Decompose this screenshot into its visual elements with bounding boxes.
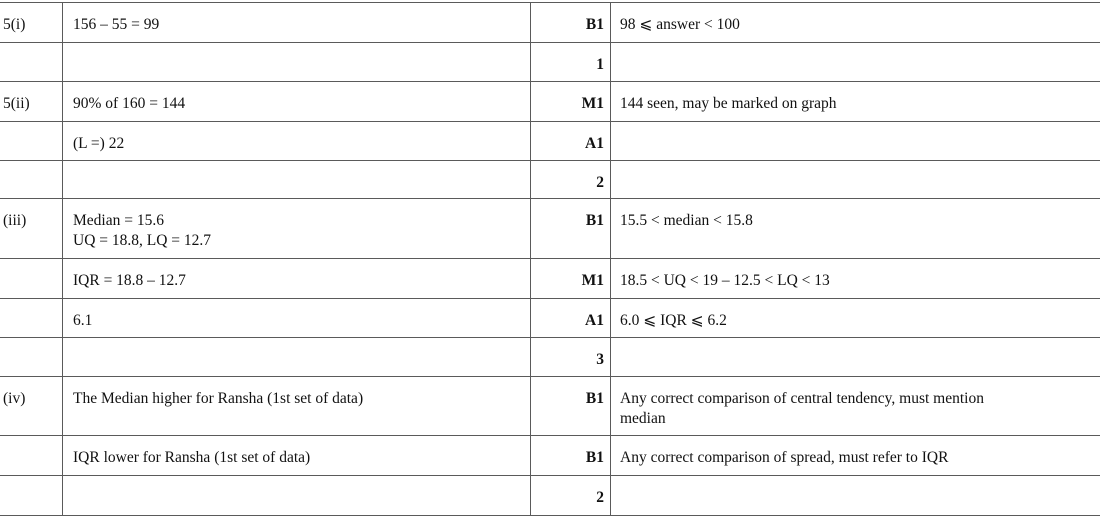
mark-cell: B1 — [531, 377, 611, 436]
table-row — [0, 476, 1100, 516]
answer-line: IQR lower for Ransha (1st set of data) — [73, 449, 311, 466]
table-row — [0, 199, 1100, 259]
guidance-line: 144 seen, may be marked on graph — [620, 95, 837, 112]
guidance-cell — [611, 476, 1100, 516]
mark-cell: B1 — [531, 3, 611, 43]
answer-line: (L =) 22 — [73, 135, 125, 152]
answer-line: 6.1 — [73, 312, 93, 329]
answer-line: Median = 15.6 — [73, 212, 164, 229]
guidance-cell — [611, 43, 1100, 82]
question-cell — [0, 436, 63, 476]
answer-cell — [63, 436, 531, 476]
table-row — [0, 161, 1100, 199]
guidance-line: Any correct comparison of spread, must refer to IQR — [620, 449, 949, 466]
answer-cell — [63, 338, 531, 377]
guidance-line: 15.5 < median < 15.8 — [620, 212, 753, 229]
answer-cell — [63, 377, 531, 436]
mark-cell: M1 — [531, 82, 611, 122]
guidance-cell — [611, 259, 1100, 299]
answer-cell — [63, 3, 531, 43]
answer-cell — [63, 161, 531, 199]
mark-cell: A1 — [531, 299, 611, 338]
answer-line: 90% of 160 = 144 — [73, 95, 186, 112]
answer-line: 156 – 55 = 99 — [73, 16, 160, 33]
question-cell: (iii) — [0, 199, 63, 259]
guidance-line: median — [620, 410, 666, 427]
table-row — [0, 338, 1100, 377]
answer-cell — [63, 43, 531, 82]
question-cell — [0, 122, 63, 161]
answer-cell — [63, 82, 531, 122]
guidance-cell — [611, 161, 1100, 199]
mark-cell: M1 — [531, 259, 611, 299]
total-mark-cell: 1 — [531, 43, 611, 82]
answer-cell — [63, 199, 531, 259]
total-mark-cell: 2 — [531, 161, 611, 199]
guidance-cell — [611, 299, 1100, 338]
table-row — [0, 436, 1100, 476]
guidance-cell — [611, 377, 1100, 436]
answer-cell — [63, 259, 531, 299]
total-mark-cell: 3 — [531, 338, 611, 377]
mark-cell: B1 — [531, 199, 611, 259]
table-row — [0, 122, 1100, 161]
question-cell: 5(ii) — [0, 82, 63, 122]
answer-line: The Median higher for Ransha (1st set of data) — [73, 390, 364, 407]
guidance-cell — [611, 3, 1100, 43]
guidance-cell — [611, 199, 1100, 259]
table-row — [0, 259, 1100, 299]
mark-cell: B1 — [531, 436, 611, 476]
answer-cell — [63, 476, 531, 516]
table-row — [0, 82, 1100, 122]
table-row — [0, 299, 1100, 338]
table-row — [0, 377, 1100, 436]
answer-cell — [63, 299, 531, 338]
guidance-line: 98 ⩽ answer < 100 — [620, 16, 740, 33]
guidance-line: 18.5 < UQ < 19 – 12.5 < LQ < 13 — [620, 272, 830, 289]
question-cell — [0, 476, 63, 516]
question-cell: (iv) — [0, 377, 63, 436]
question-cell — [0, 338, 63, 377]
answer-cell — [63, 122, 531, 161]
question-cell — [0, 161, 63, 199]
question-cell — [0, 43, 63, 82]
guidance-cell — [611, 82, 1100, 122]
table-row — [0, 3, 1100, 43]
question-cell — [0, 259, 63, 299]
mark-scheme-table — [0, 2, 1100, 516]
guidance-line: Any correct comparison of central tendency, must mention — [620, 390, 984, 407]
guidance-line: 6.0 ⩽ IQR ⩽ 6.2 — [620, 312, 727, 329]
guidance-cell — [611, 122, 1100, 161]
table-row — [0, 43, 1100, 82]
question-cell — [0, 299, 63, 338]
guidance-cell — [611, 436, 1100, 476]
answer-line: UQ = 18.8, LQ = 12.7 — [73, 232, 212, 249]
mark-cell: A1 — [531, 122, 611, 161]
guidance-cell — [611, 338, 1100, 377]
question-cell: 5(i) — [0, 3, 63, 43]
answer-line: IQR = 18.8 – 12.7 — [73, 272, 186, 289]
total-mark-cell: 2 — [531, 476, 611, 516]
